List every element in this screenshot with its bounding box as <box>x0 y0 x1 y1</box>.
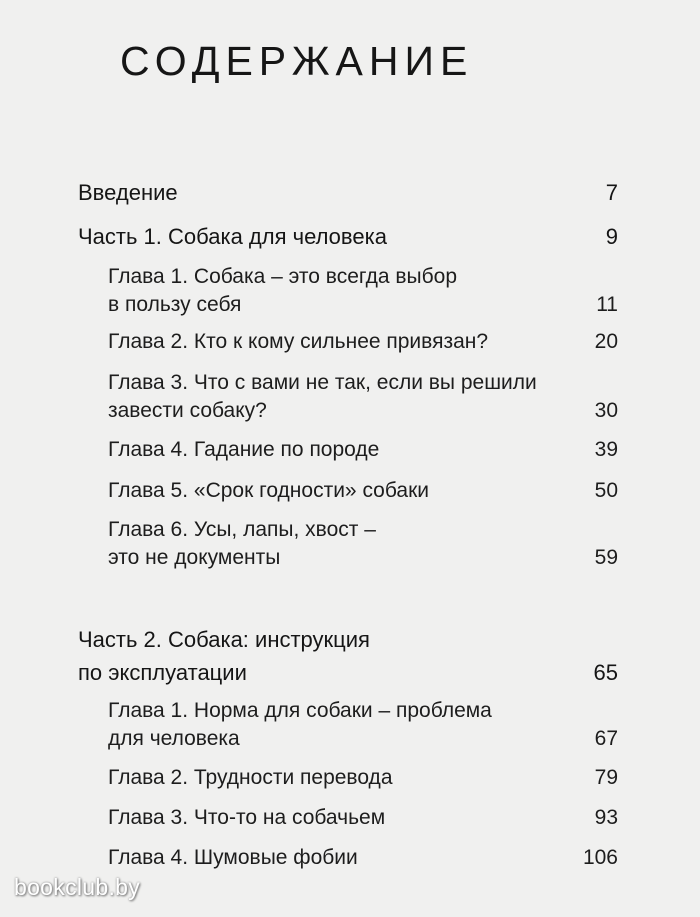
toc-entry-page: 7 <box>605 180 618 205</box>
toc-entry-page: 50 <box>594 479 618 502</box>
toc-entry-title: Часть 1. Собака для человека <box>78 224 387 249</box>
toc-entry-page: 59 <box>594 546 618 569</box>
toc-entry-part-1-chapter-1[interactable] <box>108 263 618 319</box>
toc-entry-introduction[interactable] <box>78 176 618 209</box>
toc-entry-page: 79 <box>594 766 618 789</box>
toc-entry-title: Глава 1. Норма для собаки – проблема для человека <box>108 699 492 750</box>
toc-entry-title: Глава 1. Собака – это всегда выбор в пользу себя <box>108 265 458 316</box>
toc-entry-part-2-chapter-3[interactable] <box>108 804 618 832</box>
toc-entry-page: 20 <box>594 330 618 353</box>
toc-entry-title: Глава 6. Усы, лапы, хвост – это не документы <box>108 518 376 569</box>
toc-entry-part-2-chapter-2[interactable] <box>108 764 618 792</box>
toc-entry-part-1-chapter-5[interactable] <box>108 477 618 505</box>
toc-entry-page: 106 <box>582 846 618 869</box>
toc-entry-part-1-chapter-2[interactable] <box>108 328 618 356</box>
toc-entry-title: Введение <box>78 180 178 205</box>
toc-entry-page: 39 <box>594 438 618 461</box>
toc-entry-part-2-chapter-1[interactable] <box>108 697 618 753</box>
toc-entry-part-1-chapter-3[interactable] <box>108 369 618 425</box>
toc-entry-page: 93 <box>594 806 618 829</box>
toc-entry-title: Глава 2. Трудности перевода <box>108 766 393 789</box>
toc-entry-title: Глава 4. Шумовые фобии <box>108 846 358 869</box>
toc-entry-part-1-chapter-6[interactable] <box>108 516 618 572</box>
toc-entry-title: Часть 2. Собака: инструкция по эксплуатации <box>78 627 370 685</box>
toc-entry-part-1[interactable] <box>78 220 618 253</box>
toc-entry-title: Глава 4. Гадание по породе <box>108 438 380 461</box>
toc-entry-part-2[interactable] <box>78 623 618 689</box>
toc-entry-page: 30 <box>594 399 618 422</box>
toc-entry-page: 67 <box>594 727 618 750</box>
toc-entry-page: 11 <box>596 293 618 316</box>
toc-entry-page: 65 <box>593 660 618 685</box>
toc-entry-part-1-chapter-4[interactable] <box>108 436 618 464</box>
page-title: СОДЕРЖАНИЕ <box>120 38 474 84</box>
watermark: bookclub.by <box>14 874 141 900</box>
toc-entry-part-2-chapter-4[interactable] <box>108 844 618 872</box>
toc-entry-title: Глава 5. «Срок годности» собаки <box>108 479 429 502</box>
toc-entry-title: Глава 2. Кто к кому сильнее привязан? <box>108 330 489 353</box>
toc-entry-title: Глава 3. Что-то на собачьем <box>108 806 386 829</box>
toc-entry-title: Глава 3. Что с вами не так, если вы решили завести собаку? <box>108 371 537 422</box>
toc-entry-page: 9 <box>605 224 618 249</box>
